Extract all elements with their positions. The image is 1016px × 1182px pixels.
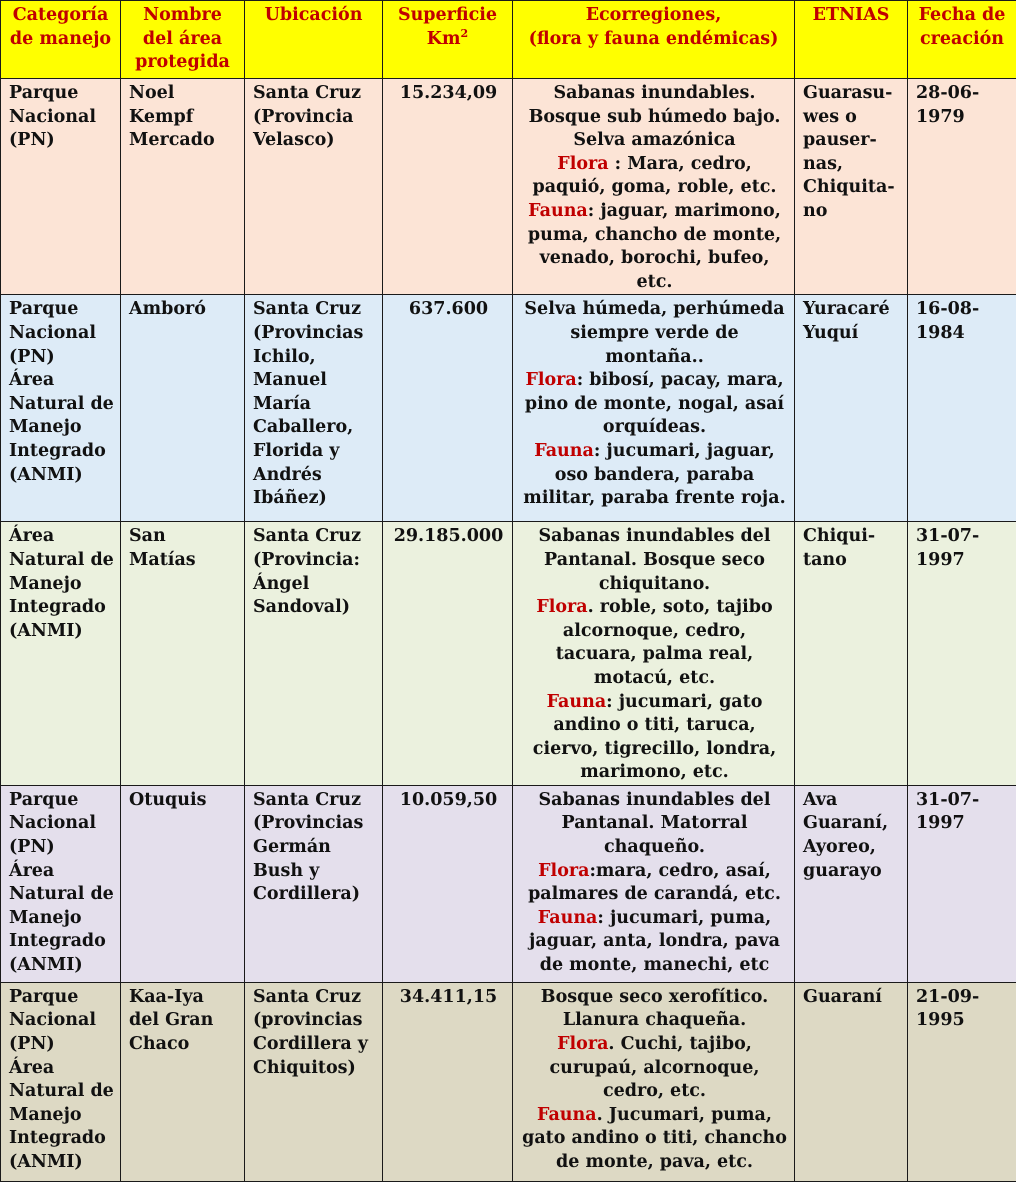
text-line: Andrés (253, 464, 376, 488)
text-line: Ava (803, 789, 901, 813)
fauna-label: Fauna (537, 1105, 597, 1125)
text-line: (ANMI) (9, 954, 114, 978)
text-line: nas, (803, 153, 901, 177)
cell-categoria (1, 785, 121, 982)
text-line: (ANMI) (9, 1151, 114, 1175)
text-line: guarayo (803, 860, 901, 884)
flora-label: Flora (557, 154, 608, 174)
text-line: montaña.. (521, 346, 788, 370)
text-line: Santa Cruz (253, 82, 376, 106)
table-body (1, 79, 1016, 1182)
text-line: Guaraní, (803, 812, 901, 836)
text-line: Nacional (9, 322, 114, 346)
text-line: chiquitano. (521, 573, 788, 597)
text-line: siempre verde de (521, 322, 788, 346)
cell-superficie: 29.185.000 (383, 522, 513, 786)
table-row (1, 785, 1016, 982)
table-row (1, 982, 1016, 1181)
text-line: San Matías (129, 525, 238, 572)
eco-intro (521, 789, 788, 860)
cell-fecha (908, 982, 1016, 1181)
text-line: Manejo (9, 907, 114, 931)
text-line: Chiquitos) (253, 1057, 376, 1081)
text-line: Bush y (253, 860, 376, 884)
text-line: 31-07- (916, 525, 1010, 549)
text-line: (Provincias (253, 322, 376, 346)
cell-nombre (121, 295, 245, 522)
text-line: de manejo (5, 28, 116, 52)
cell-nombre (121, 982, 245, 1181)
text-line: Pantanal. Bosque seco (521, 549, 788, 573)
text-line: Parque (9, 986, 114, 1010)
cell-superficie: 10.059,50 (383, 785, 513, 982)
header-ecorregiones (513, 1, 795, 79)
flora-species: . roble, soto, tajibo alcornoque, cedro, tacuara, palma real, motacú, etc. (556, 597, 773, 688)
text-line: Sabanas inundables. (521, 82, 788, 106)
text-line: Integrado (9, 596, 114, 620)
cell-categoria (1, 79, 121, 295)
header-etnias (795, 1, 908, 79)
cell-ubicacion (245, 982, 383, 1181)
cell-etnias (795, 522, 908, 786)
flora-label: Flora (557, 1034, 608, 1054)
text-line: del área (125, 28, 240, 52)
flora-text (525, 370, 784, 437)
text-line: (PN) (9, 836, 114, 860)
text-line: chaqueño. (521, 836, 788, 860)
eco-intro (521, 298, 788, 369)
cell-categoria (1, 295, 121, 522)
cell-categoria (1, 982, 121, 1181)
text-line: Santa Cruz (253, 789, 376, 813)
flora-text (532, 154, 776, 198)
header-superficie-unit (387, 28, 508, 52)
text-line: pauser- (803, 129, 901, 153)
text-line: Caballero, (253, 416, 376, 440)
text-line: Santa Cruz (253, 986, 376, 1010)
cell-etnias (795, 79, 908, 295)
cell-superficie: 15.234,09 (383, 79, 513, 295)
fauna-species: : jucumari, jaguar, oso bandera, paraba militar, paraba frente roja. (523, 441, 785, 508)
flora-text (550, 1034, 760, 1101)
text-line: Sabanas inundables del (521, 789, 788, 813)
fauna-text (528, 201, 781, 292)
cell-etnias (795, 982, 908, 1181)
table-row (1, 522, 1016, 786)
fauna-label: Fauna (538, 908, 598, 928)
text-line: Germán (253, 836, 376, 860)
text-line: Parque (9, 82, 114, 106)
text-line: Otuquis (129, 789, 238, 813)
eco-intro (521, 986, 788, 1033)
flora-species: : bibosí, pacay, mara, pino de monte, nogal, asaí orquídeas. (525, 370, 784, 437)
text-line: tano (803, 549, 901, 573)
cell-ubicacion (245, 785, 383, 982)
flora-label: Flora (536, 597, 587, 617)
text-line: Parque (9, 789, 114, 813)
cell-ecorregiones (513, 785, 795, 982)
eco-intro (521, 82, 788, 153)
text-line: Chiqui- (803, 525, 901, 549)
flora-species: : Mara, cedro, paquió, goma, roble, etc. (532, 154, 776, 198)
header-superficie (383, 1, 513, 79)
text-line: Manuel (253, 369, 376, 393)
text-line: Sabanas inundables del (521, 525, 788, 549)
text-line: Ayoreo, (803, 836, 901, 860)
cell-nombre (121, 522, 245, 786)
text-line: María (253, 393, 376, 417)
text-line: Ubicación (249, 4, 378, 28)
text-line: 1979 (916, 106, 1010, 130)
text-line: (ANMI) (9, 464, 114, 488)
cell-ecorregiones (513, 522, 795, 786)
text-line: Natural de (9, 883, 114, 907)
text-line: 1997 (916, 812, 1010, 836)
text-line: Bosque sub húmedo bajo. (521, 106, 788, 130)
text-line: Llanura chaqueña. (521, 1009, 788, 1033)
cell-ubicacion (245, 79, 383, 295)
fauna-label: Fauna (547, 692, 607, 712)
header-categoria (1, 1, 121, 79)
text-line: Natural de (9, 393, 114, 417)
text-line: Manejo (9, 1104, 114, 1128)
header-fecha (908, 1, 1016, 79)
text-line: Nombre (125, 4, 240, 28)
cell-ubicacion (245, 295, 383, 522)
text-line: Integrado (9, 1127, 114, 1151)
text-line: Área (9, 1057, 114, 1081)
text-line: (ANMI) (9, 620, 114, 644)
flora-text (528, 861, 781, 905)
text-line: Bosque seco xerofítico. (521, 986, 788, 1010)
text-line: Yuracaré (803, 298, 901, 322)
text-line: Guaraní (803, 986, 901, 1010)
text-line: Integrado (9, 930, 114, 954)
cell-ecorregiones (513, 295, 795, 522)
text-line: Integrado (9, 440, 114, 464)
cell-categoria (1, 522, 121, 786)
text-line: Guarasu- (803, 82, 901, 106)
flora-species: :mara, cedro, asaí, palmares de carandá, etc. (528, 861, 781, 905)
header-nombre (121, 1, 245, 79)
fauna-label: Fauna (528, 201, 588, 221)
text-line: Santa Cruz (253, 525, 376, 549)
text-line: Sandoval) (253, 596, 376, 620)
text-line: ETNIAS (799, 4, 903, 28)
text-line: (flora y fauna endémicas) (517, 28, 790, 52)
text-line: 1995 (916, 1009, 1010, 1033)
text-line: Velasco) (253, 129, 376, 153)
cell-ubicacion (245, 522, 383, 786)
text-line: Pantanal. Matorral (521, 812, 788, 836)
text-line: Santa Cruz (253, 298, 376, 322)
flora-species: . Cuchi, tajibo, curupaú, alcornoque, cedro, etc. (550, 1034, 760, 1101)
fauna-species: . Jucumari, puma, gato andino o titi, chancho de monte, pava, etc. (522, 1105, 787, 1172)
fauna-text (529, 908, 780, 975)
cell-fecha (908, 785, 1016, 982)
fauna-species: : jucumari, gato andino o titi, taruca, ciervo, tigrecillo, londra, marimono, etc. (533, 692, 776, 783)
fauna-species: : jaguar, marimono, puma, chancho de monte, venado, borochi, bufeo, etc. (528, 201, 781, 292)
text-line: (Provincia: (253, 549, 376, 573)
text-line: 1997 (916, 549, 1010, 573)
text-line: Cordillera) (253, 883, 376, 907)
cell-nombre (121, 785, 245, 982)
cell-ecorregiones (513, 982, 795, 1181)
cell-fecha (908, 79, 1016, 295)
header-row (1, 1, 1016, 79)
text-line: Manejo (9, 573, 114, 597)
text-line: Noel (129, 82, 238, 106)
text-line: Chiquita- (803, 176, 901, 200)
text-line: Categoría (5, 4, 116, 28)
table-row (1, 295, 1016, 522)
text-line: Selva húmeda, perhúmeda (521, 298, 788, 322)
text-line: wes o (803, 106, 901, 130)
text-line: Natural de (9, 549, 114, 573)
text-line: (PN) (9, 129, 114, 153)
text-line: creación (912, 28, 1012, 52)
text-line: Florida y (253, 440, 376, 464)
text-line: Amboró (129, 298, 238, 322)
text-line: protegida (125, 51, 240, 75)
text-line: Nacional (9, 106, 114, 130)
text-line: Nacional (9, 812, 114, 836)
cell-etnias (795, 295, 908, 522)
text-line: del Gran (129, 1009, 238, 1033)
text-line: (provincias (253, 1009, 376, 1033)
text-line: Natural de (9, 1080, 114, 1104)
cell-ecorregiones (513, 79, 795, 295)
text-line: Cordillera y (253, 1033, 376, 1057)
text-line: Área (9, 525, 114, 549)
eco-intro (521, 525, 788, 596)
text-line: Chaco (129, 1033, 238, 1057)
cell-fecha (908, 522, 1016, 786)
text-line: 31-07- (916, 789, 1010, 813)
text-line: Selva amazónica (521, 129, 788, 153)
header-superficie-label: Superficie (387, 4, 508, 28)
text-line: Manejo (9, 416, 114, 440)
flora-label: Flora (538, 861, 589, 881)
flora-label: Flora (525, 370, 576, 390)
text-line: 21-09- (916, 986, 1010, 1010)
text-line: (Provincia (253, 106, 376, 130)
fauna-label: Fauna (534, 441, 594, 461)
cell-etnias (795, 785, 908, 982)
text-line: 1984 (916, 322, 1010, 346)
cell-superficie: 637.600 (383, 295, 513, 522)
fauna-text (523, 441, 785, 508)
flora-text (536, 597, 772, 688)
cell-superficie: 34.411,15 (383, 982, 513, 1181)
text-line: Ichilo, (253, 346, 376, 370)
unit-exponent: 2 (461, 27, 469, 40)
text-line: Parque (9, 298, 114, 322)
text-line: Fecha de (912, 4, 1012, 28)
cell-fecha (908, 295, 1016, 522)
text-line: Yuquí (803, 322, 901, 346)
text-line: (Provincias (253, 812, 376, 836)
text-line: (PN) (9, 1033, 114, 1057)
text-line: Ecorregiones, (517, 4, 790, 28)
text-line: (PN) (9, 346, 114, 370)
fauna-text (522, 1105, 787, 1172)
table-row (1, 79, 1016, 295)
text-line: Ángel (253, 573, 376, 597)
fauna-species: : jucumari, puma, jaguar, anta, londra, pava de monte, manechi, etc (529, 908, 780, 975)
unit-km: Km (427, 29, 461, 49)
text-line: 28-06- (916, 82, 1010, 106)
header-ubicacion (245, 1, 383, 79)
text-line: Ibáñez) (253, 487, 376, 511)
text-line: Nacional (9, 1009, 114, 1033)
text-line: 16-08- (916, 298, 1010, 322)
text-line: Área (9, 369, 114, 393)
cell-nombre (121, 79, 245, 295)
text-line: Kempf (129, 106, 238, 130)
fauna-text (533, 692, 776, 783)
text-line: no (803, 200, 901, 224)
text-line: Kaa-Iya (129, 986, 238, 1010)
text-line: Mercado (129, 129, 238, 153)
text-line: Área (9, 860, 114, 884)
